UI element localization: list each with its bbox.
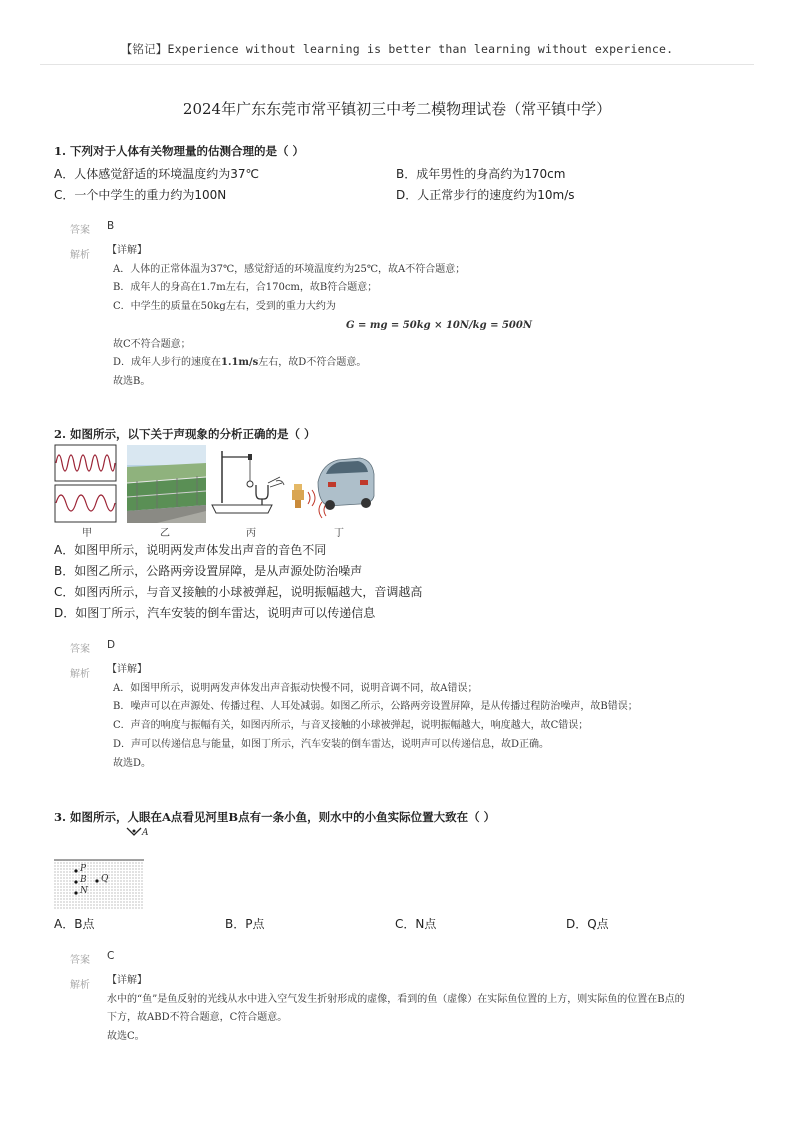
q2-explanation [107,661,638,773]
q1-exp-conclusion: 故选B。 [113,375,151,387]
q2-exp-conclusion: 故选D。 [113,757,152,769]
q1-option-a: A．人体感觉舒适的环境温度约为37℃ [54,167,259,181]
point-p-label: P [80,864,87,874]
figure-ding-reversing-radar [288,452,378,522]
q3-exp-line-a: 水中的“鱼”是鱼反射的光线从水中进入空气发生折射形成的虚像，看到的鱼（虚像）在实际鱼位置的上方，则实际鱼的位置在B点的 [107,993,685,1005]
point-a-label: A [142,828,149,838]
point-q-label: Q [101,874,109,884]
q1-exp-line-c: C．中学生的质量在50kg左右，受到的重力大约为 [113,301,336,313]
q2-exp-line-c: C．声音的响度与振幅有关，如图丙所示，与音叉接触的小球被弹起，说明振幅越大，响度越大，故C错误； [113,720,589,732]
q3-explanation [107,972,685,1047]
q1-exp-line-b: B．成年人的身高在1.7m左右，合170cm，故B符合题意； [113,282,378,294]
q2-option-b: B．如图乙所示，公路两旁设置屏障，是从声源处防治噪声 [54,564,363,578]
q1-exp-line-d-value: 1.1m/s [221,357,259,369]
q1-option-c: C．一个中学生的重力约为100N [54,188,227,202]
q1-explanation [107,242,532,392]
q3-answer: C [107,950,115,962]
figure-label-yi: 乙 [160,528,170,539]
q1-stem: 1. 下列对于人体有关物理量的估测合理的是（ ） [54,144,305,158]
q2-answer: D [107,639,116,651]
q3-analysis-tag: 解析 [70,980,90,991]
q1-exp-line-a: A．人体的正常体温为37℃，感觉舒适的环境温度约为25℃，故A不符合题意； [113,263,466,275]
q3-exp-conclusion: 故选C。 [107,1031,145,1043]
q3-option-b: B．P点 [225,917,265,931]
point-n-label: N [80,886,88,896]
q2-option-d: D．如图丁所示，汽车安装的倒车雷达，说明声可以传递信息 [54,606,376,620]
figure-fish-diagram [54,826,146,912]
q3-stem: 3. 如图所示，人眼在A点看见河里B点有一条小鱼，则水中的小鱼实际位置大致在（ ） [54,810,496,824]
q2-exp-line-a: A．如图甲所示，说明两发声体发出声音振动快慢不同，说明音调不同，故A错误； [113,682,478,694]
figure-label-ding: 丁 [334,528,344,539]
q2-option-c: C．如图丙所示，与音叉接触的小球被弹起，说明振幅越大，音调越高 [54,585,423,599]
q3-exp-line-b: 下方，故ABD不符合题意，C符合题意。 [107,1012,288,1024]
q1-exp-line-d-a: D．成年人步行的速度在 [113,357,222,369]
q3-option-c: C．N点 [395,917,437,931]
figure-jia-waveforms [54,444,118,524]
q1-option-d: D．人正常步行的速度约为10m/s [396,188,575,202]
point-b-label: B [80,875,87,885]
q1-exp-line-d-c: 左右，故D不符合题意。 [258,357,367,369]
q1-analysis-tag: 解析 [70,250,90,261]
figure-bing-tuning-fork [210,447,290,517]
q2-analysis-tag: 解析 [70,669,90,680]
q3-answer-tag: 答案 [70,955,90,966]
q2-exp-line-d: D．声可以传递信息与能量，如图丁所示，汽车安装的倒车雷达，说明声可以传递信息，故D正确。 [113,738,550,750]
q1-exp-line-d [113,354,532,373]
q3-exp-head: 【详解】 [107,975,147,986]
q3-option-a: A．B点 [54,917,95,931]
q2-exp-head: 【详解】 [107,664,147,675]
header-motto: 【铭记】Experience without learning is better than learning without experience. [120,42,674,56]
q1-exp-line-c2: 故C不符合题意； [113,338,191,350]
q1-option-b: B．成年男性的身高约为170cm [396,167,566,181]
q1-answer: B [107,220,115,232]
q1-exp-head: 【详解】 [107,245,147,256]
q2-stem: 2. 如图所示，以下关于声现象的分析正确的是（ ） [54,427,316,441]
q1-answer-tag: 答案 [70,225,90,236]
figure-label-jia: 甲 [82,528,92,539]
figure-label-bing: 丙 [246,528,256,539]
page-title: 2024年广东东莞市常平镇初三中考二模物理试卷（常平镇中学） [182,100,612,118]
q2-option-a: A．如图甲所示，说明两发声体发出声音的音色不同 [54,543,327,557]
header-divider [40,64,754,65]
q1-exp-formula: G = mg = 50kg × 10N/kg = 500N [346,319,532,331]
figure-yi-sound-barrier [127,445,206,523]
q3-option-d: D．Q点 [566,917,609,931]
q2-exp-line-b: B．噪声可以在声源处、传播过程、人耳处减弱。如图乙所示，公路两旁设置屏障，是从传播过程防治噪声，故B错误； [113,701,638,713]
q2-answer-tag: 答案 [70,644,90,655]
